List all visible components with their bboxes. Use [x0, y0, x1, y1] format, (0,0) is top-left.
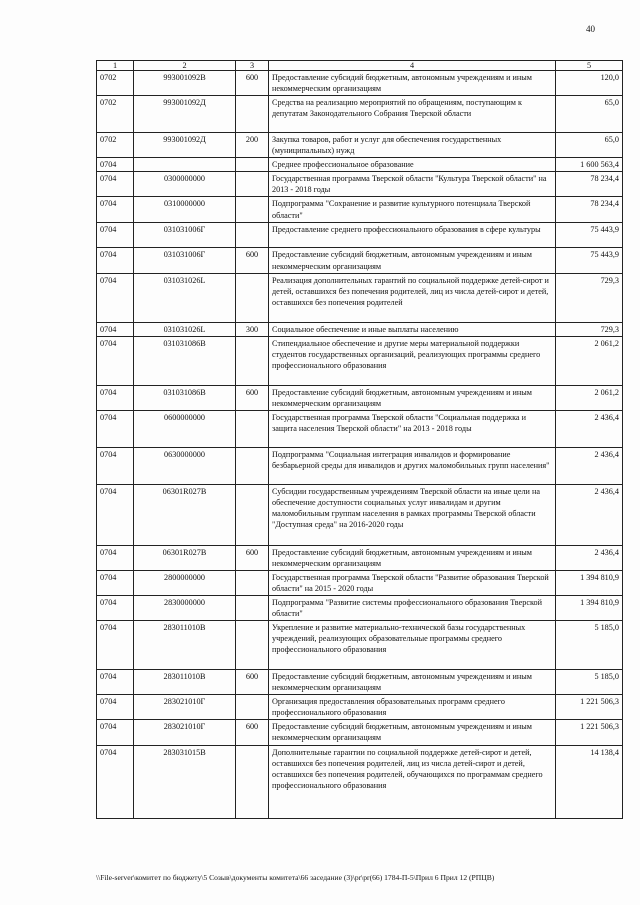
expense-type-code: [236, 447, 269, 484]
item-name: Предоставление субсидий бюджетным, автономным учреждениям и иным некоммерческим организациям: [269, 71, 556, 96]
expense-type-code: 600: [236, 545, 269, 570]
target-article-code: 993001092Д: [134, 133, 236, 158]
column-header-5: 5: [556, 61, 623, 71]
target-article-code: 0310000000: [134, 197, 236, 223]
section-code: 0704: [97, 670, 134, 695]
expense-type-code: [236, 273, 269, 322]
column-header-1: 1: [97, 61, 134, 71]
table-row: [97, 273, 623, 322]
item-name: Предоставление среднего профессионального образования в сфере культуры: [269, 223, 556, 248]
amount: 1 221 506,3: [556, 720, 623, 745]
amount: 1 394 810,9: [556, 596, 623, 621]
item-name: Социальное обеспечение и иные выплаты населению: [269, 322, 556, 336]
table-row: [97, 484, 623, 545]
item-name: Предоставление субсидий бюджетным, автономным учреждениям и иным некоммерческим организациям: [269, 545, 556, 570]
amount: 65,0: [556, 96, 623, 133]
amount: 2 436,4: [556, 410, 623, 447]
amount: 1 394 810,9: [556, 570, 623, 595]
item-name: Среднее профессиональное образование: [269, 158, 556, 172]
target-article-code: 283021010Г: [134, 720, 236, 745]
target-article-code: 031031006Г: [134, 223, 236, 248]
amount: 2 436,4: [556, 447, 623, 484]
column-header-3: 3: [236, 61, 269, 71]
section-code: 0704: [97, 695, 134, 720]
amount: 2 061,2: [556, 385, 623, 410]
target-article-code: 031031026L: [134, 273, 236, 322]
section-code: 0704: [97, 596, 134, 621]
table-row: [97, 96, 623, 133]
target-article-code: 0300000000: [134, 172, 236, 197]
section-code: 0704: [97, 248, 134, 273]
amount: 65,0: [556, 133, 623, 158]
table-row: [97, 322, 623, 336]
expense-type-code: 600: [236, 720, 269, 745]
target-article-code: 283011010В: [134, 670, 236, 695]
item-name: Стипендиальное обеспечение и другие меры материальной поддержки студентов государственных организаций, реализующих программы среднего профессионального образования: [269, 336, 556, 385]
table-row: [97, 596, 623, 621]
expense-type-code: 600: [236, 670, 269, 695]
target-article-code: 031031006Г: [134, 248, 236, 273]
section-code: 0704: [97, 385, 134, 410]
target-article-code: 283011010В: [134, 621, 236, 670]
section-code: 0704: [97, 745, 134, 818]
item-name: Субсидии государственным учреждениям Тверской области на иные цели на обеспечение доступности социальных услуг инвалидам и другим маломобильным группам населения в рамках программы Тверской области "Доступная среда" на 2016-2020 годы: [269, 484, 556, 545]
expense-type-code: [236, 96, 269, 133]
column-header-2: 2: [134, 61, 236, 71]
target-article-code: 06301R027В: [134, 484, 236, 545]
table-row: [97, 545, 623, 570]
amount: 5 185,0: [556, 670, 623, 695]
section-code: 0704: [97, 410, 134, 447]
table-row: [97, 410, 623, 447]
section-code: 0704: [97, 273, 134, 322]
table-row: [97, 133, 623, 158]
amount: 2 061,2: [556, 336, 623, 385]
section-code: 0704: [97, 621, 134, 670]
item-name: Предоставление субсидий бюджетным, автономным учреждениям и иным некоммерческим организациям: [269, 248, 556, 273]
page-number: 40: [586, 24, 595, 34]
amount: 75 443,9: [556, 248, 623, 273]
expense-type-code: 600: [236, 248, 269, 273]
table-row: [97, 336, 623, 385]
target-article-code: 2830000000: [134, 596, 236, 621]
expense-type-code: [236, 570, 269, 595]
item-name: Подпрограмма "Социальная интеграция инвалидов и формирование безбарьерной среды для инвалидов и других маломобильных групп населения": [269, 447, 556, 484]
amount: 2 436,4: [556, 545, 623, 570]
target-article-code: 031031086В: [134, 336, 236, 385]
expense-type-code: [236, 410, 269, 447]
amount: 2 436,4: [556, 484, 623, 545]
expense-type-code: [236, 745, 269, 818]
target-article-code: 0630000000: [134, 447, 236, 484]
item-name: Предоставление субсидий бюджетным, автономным учреждениям и иным некоммерческим организациям: [269, 385, 556, 410]
table-row: [97, 385, 623, 410]
expense-type-code: 300: [236, 322, 269, 336]
table-row: [97, 670, 623, 695]
expense-type-code: [236, 621, 269, 670]
expense-type-code: [236, 596, 269, 621]
table-row: [97, 621, 623, 670]
item-name: Государственная программа Тверской области "Социальная поддержка и защита населения Тверской области" на 2013 - 2018 годы: [269, 410, 556, 447]
section-code: 0704: [97, 484, 134, 545]
section-code: 0704: [97, 570, 134, 595]
target-article-code: 993001092Д: [134, 96, 236, 133]
table-row: [97, 248, 623, 273]
item-name: Государственная программа Тверской области "Культура Тверской области" на 2013 - 2018 годы: [269, 172, 556, 197]
item-name: Реализация дополнительных гарантий по социальной поддержке детей-сирот и детей, оставшихся без попечения родителей, лиц из числа детей-сирот и детей, оставшихся без попечения родителей: [269, 273, 556, 322]
amount: 729,3: [556, 273, 623, 322]
section-code: 0704: [97, 720, 134, 745]
item-name: Подпрограмма "Сохранение и развитие культурного потенциала Тверской области": [269, 197, 556, 223]
table-row: [97, 720, 623, 745]
table-row: [97, 695, 623, 720]
item-name: Дополнительные гарантии по социальной поддержке детей-сирот и детей, оставшихся без попечения родителей, лиц из числа детей-сирот и детей, оставшихся без попечения родителей, обучающихся по программам среднего профессионального образования: [269, 745, 556, 818]
amount: 5 185,0: [556, 621, 623, 670]
table-body: [97, 71, 623, 819]
target-article-code: 993001092В: [134, 71, 236, 96]
table-row: [97, 71, 623, 96]
expense-type-code: 200: [236, 133, 269, 158]
expense-type-code: 600: [236, 385, 269, 410]
item-name: Средства на реализацию мероприятий по обращениям, поступающим к депутатам Законодательного Собрания Тверской области: [269, 96, 556, 133]
table-row: [97, 172, 623, 197]
target-article-code: 031031026L: [134, 322, 236, 336]
target-article-code: 283031015В: [134, 745, 236, 818]
target-article-code: 283021010Г: [134, 695, 236, 720]
amount: 78 234,4: [556, 197, 623, 223]
target-article-code: 06301R027В: [134, 545, 236, 570]
item-name: Закупка товаров, работ и услуг для обеспечения государственных (муниципальных) нужд: [269, 133, 556, 158]
amount: 120,0: [556, 71, 623, 96]
section-code: 0704: [97, 172, 134, 197]
target-article-code: [134, 158, 236, 172]
table-row: [97, 447, 623, 484]
amount: 75 443,9: [556, 223, 623, 248]
expense-type-code: [236, 336, 269, 385]
table-row: [97, 223, 623, 248]
column-header-4: 4: [269, 61, 556, 71]
section-code: 0702: [97, 96, 134, 133]
table-row: [97, 158, 623, 172]
section-code: 0702: [97, 133, 134, 158]
section-code: 0704: [97, 158, 134, 172]
file-path-footer: \\File-server\комитет по бюджету\5 Созыв\документы комитета\66 заседание (3)\pr\pr(66) 1784-П-5\Прил 6 Прил 12 (РПЦВ): [96, 873, 495, 882]
target-article-code: 031031086В: [134, 385, 236, 410]
expense-type-code: [236, 695, 269, 720]
target-article-code: 0600000000: [134, 410, 236, 447]
section-code: 0702: [97, 71, 134, 96]
amount: 1 600 563,4: [556, 158, 623, 172]
expense-type-code: [236, 172, 269, 197]
section-code: 0704: [97, 322, 134, 336]
expense-type-code: 600: [236, 71, 269, 96]
amount: 78 234,4: [556, 172, 623, 197]
amount: 729,3: [556, 322, 623, 336]
section-code: 0704: [97, 223, 134, 248]
table-row: [97, 570, 623, 595]
item-name: Предоставление субсидий бюджетным, автономным учреждениям и иным некоммерческим организациям: [269, 670, 556, 695]
section-code: 0704: [97, 336, 134, 385]
item-name: Предоставление субсидий бюджетным, автономным учреждениям и иным некоммерческим организациям: [269, 720, 556, 745]
item-name: Государственная программа Тверской области "Развитие образования Тверской области" на 2015 - 2020 годы: [269, 570, 556, 595]
amount: 14 138,4: [556, 745, 623, 818]
section-code: 0704: [97, 197, 134, 223]
target-article-code: 2800000000: [134, 570, 236, 595]
item-name: Укрепление и развитие материально-технической базы государственных учреждений, реализующих образовательные программы среднего профессионального образования: [269, 621, 556, 670]
expense-type-code: [236, 484, 269, 545]
budget-table: [96, 60, 623, 819]
table-header-row: [97, 61, 623, 71]
item-name: Организация предоставления образовательных программ среднего профессионального образования: [269, 695, 556, 720]
amount: 1 221 506,3: [556, 695, 623, 720]
table-row: [97, 197, 623, 223]
expense-type-code: [236, 158, 269, 172]
expense-type-code: [236, 223, 269, 248]
expense-type-code: [236, 197, 269, 223]
section-code: 0704: [97, 447, 134, 484]
section-code: 0704: [97, 545, 134, 570]
item-name: Подпрограмма "Развитие системы профессионального образования Тверской области": [269, 596, 556, 621]
table-row: [97, 745, 623, 818]
